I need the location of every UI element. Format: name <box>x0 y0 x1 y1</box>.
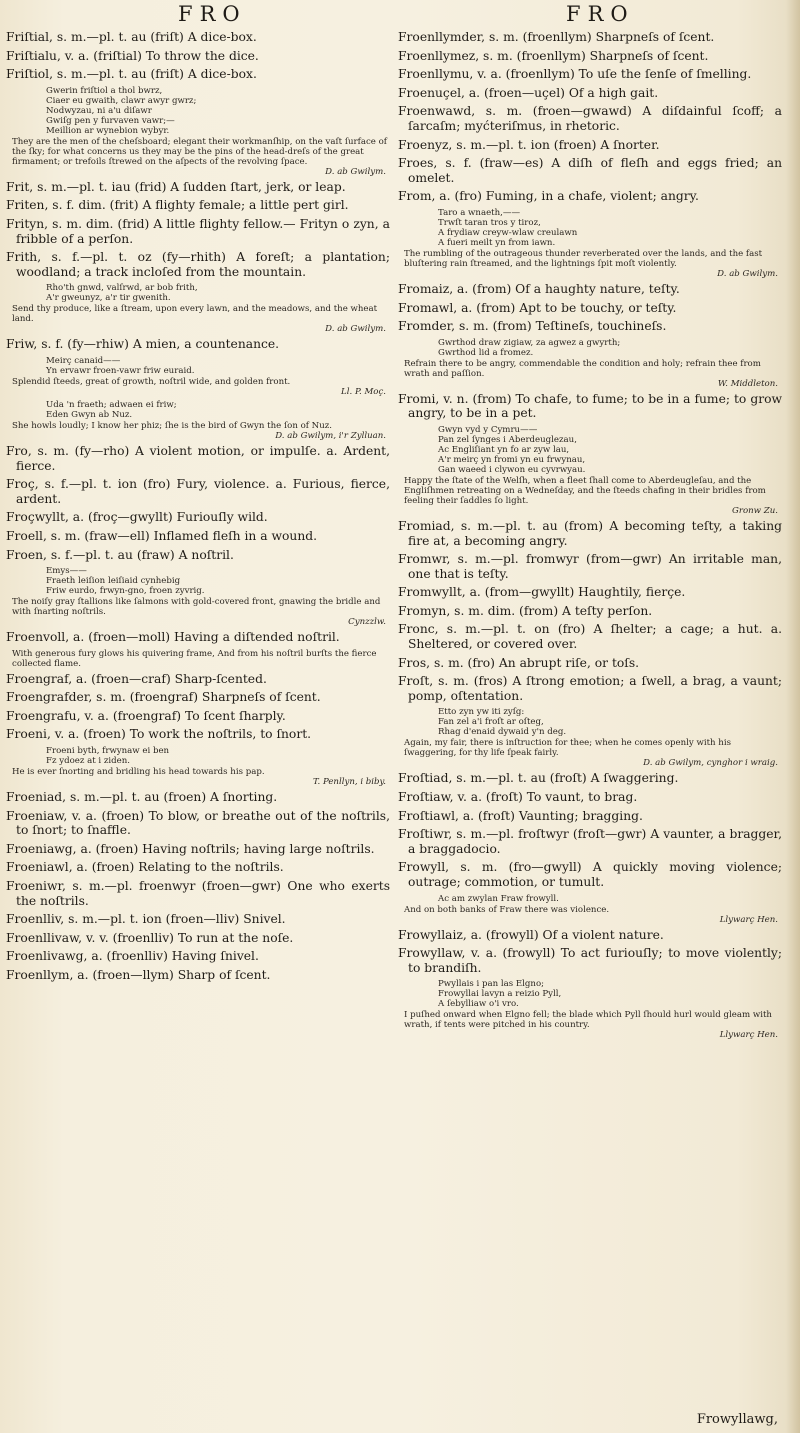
citation-source: Llywarç Hen. <box>719 1030 778 1041</box>
welsh-verse-line: Gwrthod draw zigiaw, za agwez a gwyrth; <box>438 337 621 348</box>
english-translation: She howls loudly; I know her phiz; ſhe is the bird of Gwyn the ſon of Nuz. <box>12 420 332 431</box>
dictionary-entry: Froſtiawl, a. (froſt) Vaunting; bragging. <box>398 808 643 823</box>
dictionary-entry: Froeniaw, v. a. (froen) To blow, or breathe out of the noſtrils, to ſnort; to ſnaffle. <box>6 808 390 838</box>
right-column <box>398 30 782 1425</box>
dictionary-entry: Froell, s. m. (fraw—ell) Inflamed fleſh in a wound. <box>6 528 318 543</box>
welsh-verse-line: A fueri meilt yn from iawn. <box>438 237 556 248</box>
dictionary-entry: Froengrafder, s. m. (froengraf) Sharpneſs of ſcent. <box>6 690 321 705</box>
dictionary-entry: Friſtialu, v. a. (friſtial) To throw the dice. <box>6 48 259 63</box>
welsh-verse-line: Nodwyzau, ni a'u diſawr <box>46 105 152 116</box>
welsh-verse-line: Eden Gwyn ab Nuz. <box>46 409 133 420</box>
english-translation: They are the men of the cheſsboard; elegant their workmanſhip, on the vaſt ſurface of the ſky; for what concerns us they may be the pins of the head-dreſs of the great firmament; or trefoils ſtrewed on the aſpects of the revolving ſpace. <box>12 136 387 167</box>
citation-source: Ll. P. Moç. <box>341 386 386 397</box>
citation-block <box>398 894 782 925</box>
welsh-verse-line: Uda 'n fraeth; adwaen ei friw; <box>46 399 177 410</box>
welsh-verse-line: Trwſt taran tros y tiroz, <box>438 217 541 228</box>
dictionary-entry: Froenllivaw, v. v. (froenlliv) To run at the noſe. <box>6 930 294 945</box>
dictionary-entry: Frith, s. f.—pl. t. oz (fy—rhith) A foreſt; a plantation; woodland; a track incloſed from the mountain. <box>6 250 390 279</box>
dictionary-entry: Froenllymu, v. a. (froenllym) To uſe the ſenſe of ſmelling. <box>398 67 752 82</box>
english-translation: Happy the ſtate of the Welſh, when a fleet ſhall come to Aberdeugleſau, and the Engliſhmen retreating on a Wedneſday, and the ſteeds chafing in their bridles from feeling their ſaddles ſo light. <box>404 475 766 506</box>
dictionary-entry: Froeni, v. a. (froen) To work the noſtrils, to ſnort. <box>6 727 312 742</box>
welsh-verse-line: Friw eurdo, frwyn-gno, froen zyvrig. <box>46 586 205 597</box>
dictionary-entry: Friten, s. f. dim. (frit) A flighty female; a little pert girl. <box>6 198 349 213</box>
dictionary-entry: Frowyllaw, v. a. (frowyll) To act furiouſly; to move violently; to brandiſh. <box>398 946 782 975</box>
citation-block <box>6 400 390 441</box>
english-translation: I puſhed onward when Elgno fell; the blade which Pyll ſhould hurl would gleam with wrath, if tents were pitched in his country. <box>404 1010 772 1031</box>
citation-source: Llywarç Hen. <box>719 914 778 925</box>
english-translation: The noiſy gray ſtallions like ſalmons with gold-covered front, gnawing the bridle and with ſnarting noſtrils. <box>12 597 381 618</box>
welsh-verse-line: Gwyn vyd y Cymru—— <box>438 424 538 435</box>
dictionary-entry: Froenlivawg, a. (froenlliv) Having ſnivel. <box>6 949 259 964</box>
dictionary-entry: Fromaiz, a. (from) Of a haughty nature, teſty. <box>398 281 680 296</box>
dictionary-entry: Fromiad, s. m.—pl. t. au (from) A becoming teſty, a taking fire at, a becoming angry. <box>398 518 782 548</box>
english-translation: Send thy produce, like a ſtream, upon every lawn, and the meadows, and the wheat land. <box>12 304 378 325</box>
welsh-verse-line: Froeni byth, frwynaw ei ben <box>46 746 170 757</box>
dictionary-entry: Fromwr, s. m.—pl. fromwyr (from—gwr) An irritable man, one that is teſty. <box>398 552 782 581</box>
dictionary-entry: Fromder, s. m. (from) Teſtineſs, touchineſs. <box>398 319 667 334</box>
dictionary-entry: Fromyn, s. m. dim. (from) A teſty perſon. <box>398 603 653 618</box>
dictionary-entry: Froenllymder, s. m. (froenllym) Sharpneſs of ſcent. <box>398 30 715 44</box>
welsh-verse-line: Taro a wnaeth,—— <box>438 207 521 218</box>
dictionary-entry: Frityn, s. m. dim. (frid) A little flighty fellow.— Frityn o zyn, a fribble of a perſon. <box>6 216 390 246</box>
citation-source: D. ab Gwilym. <box>325 166 386 177</box>
dictionary-entry: Friw, s. f. (fy—rhiw) A mien, a countenance. <box>6 337 280 352</box>
citation-block <box>398 338 782 389</box>
dictionary-entry: From, a. (fro) Fuming, in a chafe, violent; angry. <box>398 189 699 204</box>
dictionary-entry: Fronc, s. m.—pl. t. on (fro) A ſhelter; a cage; a hut. a. Sheltered, or covered over. <box>398 622 782 652</box>
citation-source: Cynzzlw. <box>348 617 386 628</box>
dictionary-entry: Fromwyllt, a. (from—gwyllt) Haughtily, fierçe. <box>398 585 686 600</box>
dictionary-entry: Froes, s. f. (fraw—es) A diſh of fleſh and eggs fried; an omelet. <box>398 156 782 185</box>
welsh-verse-line: A'r meirç yn fromi yn eu frwynau, <box>438 454 586 465</box>
english-translation: Again, my fair, there is inſtruction for thee; when he comes openly with his ſwaggering, for thy life ſpeak fairly. <box>404 738 731 759</box>
dictionary-entry: Froenvoll, a. (froen—moll) Having a diſtended noſtril. <box>6 630 340 645</box>
welsh-verse-line: Ac am zwylan Fraw frowyll. <box>438 893 559 904</box>
welsh-verse-line: Etto zyn yw iti zyſg: <box>438 707 525 718</box>
dictionary-entry: Froenwawd, s. m. (froen—gwawd) A diſdainful ſcoff; a ſarcaſm; myćteriſmus, in rhetoric. <box>398 104 782 133</box>
citation-block <box>6 283 390 334</box>
citation-block <box>398 208 782 279</box>
dictionary-entry: Froç, s. f.—pl. t. ion (fro) Fury, violence. a. Furious, fierce, ardent. <box>6 477 390 506</box>
english-translation: The rumbling of the outrageous thunder reverberated over the lands, and the fast bluſtering rain ſtreamed, and the lightnings ſpit moſt violently. <box>404 248 763 269</box>
citation-block <box>6 566 390 627</box>
welsh-verse-line: Fraeth leiſion leiſiaid cynhebig <box>46 576 181 587</box>
dictionary-entry: Froengrafu, v. a. (froengraf) To ſcent ſharply. <box>6 708 286 723</box>
dictionary-entry: Frowyllaiz, a. (frowyll) Of a violent nature. <box>398 927 664 942</box>
citation-source: D. ab Gwilym, i'r Zylluan. <box>275 430 386 441</box>
english-translation: Refrain there to be angry, commendable the condition and holy; refrain thee from wrath and paſſion. <box>404 358 761 379</box>
dictionary-entry: Frit, s. m.—pl. t. iau (frid) A ſudden ſtart, jerk, or leap. <box>6 179 346 194</box>
dictionary-entry: Froeniad, s. m.—pl. t. au (froen) A ſnorting. <box>6 790 278 805</box>
welsh-verse-line: A ſebylliaw o'i vro. <box>438 999 519 1010</box>
citation-block <box>398 425 782 516</box>
citation-source: Gronw Zu. <box>731 505 778 516</box>
citation-block <box>6 86 390 177</box>
citation-block <box>398 979 782 1040</box>
welsh-verse-line: Frowyllai lavyn a reizio Pyll, <box>438 989 562 1000</box>
welsh-verse-line: Gan waeed i clywon eu cyvrwyau. <box>438 464 586 475</box>
welsh-verse-line: Yn ervawr froen-vawr friw euraid. <box>46 365 195 376</box>
dictionary-entry: Froſtiwr, s. m.—pl. froſtwyr (froſt—gwr) A vaunter, a bragger, a braggadocio. <box>398 827 782 856</box>
dictionary-entry: Froenuçel, a. (froen—uçel) Of a high gait. <box>398 85 659 100</box>
dictionary-entry: Froenlliv, s. m.—pl. t. ion (froen—lliv) Snivel. <box>6 912 286 927</box>
dictionary-entry: Froçwyllt, a. (froç—gwyllt) Furiouſly wild. <box>6 510 268 525</box>
dictionary-entry: Froeniawl, a. (froen) Relating to the noſtrils. <box>6 860 284 875</box>
dictionary-entry: Froeniwr, s. m.—pl. froenwyr (froen—gwr) One who exerts the noſtrils. <box>6 879 390 908</box>
welsh-verse-line: Emys—— <box>46 566 87 577</box>
welsh-verse-line: Ciaer eu gwaith, clawr awyr gwrz; <box>46 95 197 106</box>
page-edge-shadow <box>786 0 800 1433</box>
welsh-verse-line: Meirç canaid—— <box>46 355 121 366</box>
english-translation: With generous fury glows his quivering frame, And from his noſtril burſts the fierce collected flame. <box>12 648 377 669</box>
dictionary-entry: Fro, s. m. (fy—rho) A violent motion, or impulſe. a. Ardent, fierce. <box>6 443 390 473</box>
citation-block <box>6 356 390 397</box>
citation-block <box>6 649 390 669</box>
welsh-verse-line: Pwyllais i pan las Elgno; <box>438 979 545 990</box>
welsh-verse-line: Rho'th gnwd, valſrwd, ar bob frith, <box>46 283 198 294</box>
english-translation: Splendid ſteeds, great of growth, noſtril wide, and golden front. <box>12 376 291 387</box>
citation-source: D. ab Gwilym. <box>717 268 778 279</box>
dictionary-entry: Fros, s. m. (fro) An abrupt riſe, or toſs. <box>398 655 640 670</box>
welsh-verse-line: Fz ydoez at i ziden. <box>46 756 131 767</box>
dictionary-entry: Frowyll, s. m. (fro—gwyll) A quickly moving violence; outrage; commotion, or tumult. <box>398 860 782 889</box>
dictionary-entry: Froeniawg, a. (froen) Having noſtrils; having large noſtrils. <box>6 841 375 856</box>
dictionary-entry: Froenllym, a. (froen—llym) Sharp of ſcent. <box>6 968 271 982</box>
welsh-verse-line: Pan zel ſynges i Aberdeuglezau, <box>438 434 577 445</box>
welsh-verse-line: Gwiſg pen y furvaven vawr;— <box>46 115 175 126</box>
dictionary-entry: Froen, s. f.—pl. t. au (fraw) A noſtril. <box>6 547 234 562</box>
welsh-verse-line: Meillion ar wynebion wybyr. <box>46 125 170 136</box>
catchword: Frowyllawg, <box>696 1412 778 1427</box>
dictionary-entry: Froenllymez, s. m. (froenllym) Sharpneſs of ſcent. <box>398 48 709 63</box>
welsh-verse-line: Ac Engliſiant yn fo ar zyw lau, <box>438 444 570 455</box>
welsh-verse-line: Gwrthod lid a fromez. <box>438 347 534 358</box>
welsh-verse-line: A'r gweunyz, a'r tir gwenith. <box>46 293 171 304</box>
citation-source: D. ab Gwilym, cynghor i wraig. <box>643 758 778 769</box>
left-column <box>6 30 390 1425</box>
dictionary-entry: Froſtiad, s. m.—pl. t. au (froſt) A ſwaggering. <box>398 771 679 786</box>
welsh-verse-line: Gwerin friſtiol a thol bwrz, <box>46 85 163 96</box>
dictionary-entry: Fromawl, a. (from) Apt to be touchy, or teſty. <box>398 300 677 315</box>
english-translation: And on both banks of Fraw there was violence. <box>404 904 610 915</box>
welsh-verse-line: Rhag d'enaid dywaid y'n deg. <box>438 727 567 738</box>
dictionary-entry: Froenyz, s. m.—pl. t. ion (froen) A ſnorter. <box>398 137 660 152</box>
citation-source: W. Middleton. <box>717 378 778 389</box>
citation-block <box>398 707 782 768</box>
dictionary-entry: Froſt, s. m. (fros) A ſtrong emotion; a ſwell, a brag, a vaunt; pomp, oſtentation. <box>398 674 782 703</box>
welsh-verse-line: Fan zel a'i froſt ar oſteg, <box>438 717 544 728</box>
running-head-left: FRO <box>178 2 247 26</box>
running-head-right: FRO <box>566 2 635 26</box>
citation-block <box>6 746 390 787</box>
welsh-verse-line: A frydiaw creyw-wlaw creulawn <box>438 227 578 238</box>
citation-source: T. Penllyn, i biby. <box>313 777 386 788</box>
dictionary-entry: Froengraf, a. (froen—craf) Sharp-ſcented. <box>6 671 267 686</box>
dictionary-entry: Froſtiaw, v. a. (froſt) To vaunt, to brag. <box>398 790 638 805</box>
english-translation: He is ever ſnorting and bridling his head towards his pap. <box>12 767 265 778</box>
dictionary-entry: Friſtiol, s. m.—pl. t. au (friſt) A dice-box. <box>6 67 257 82</box>
citation-source: D. ab Gwilym. <box>325 324 386 335</box>
dictionary-entry: Friſtial, s. m.—pl. t. au (friſt) A dice-box. <box>6 30 257 44</box>
dictionary-entry: Fromi, v. n. (from) To chafe, to fume; to be in a fume; to grow angry, to be in a pet. <box>398 391 782 421</box>
